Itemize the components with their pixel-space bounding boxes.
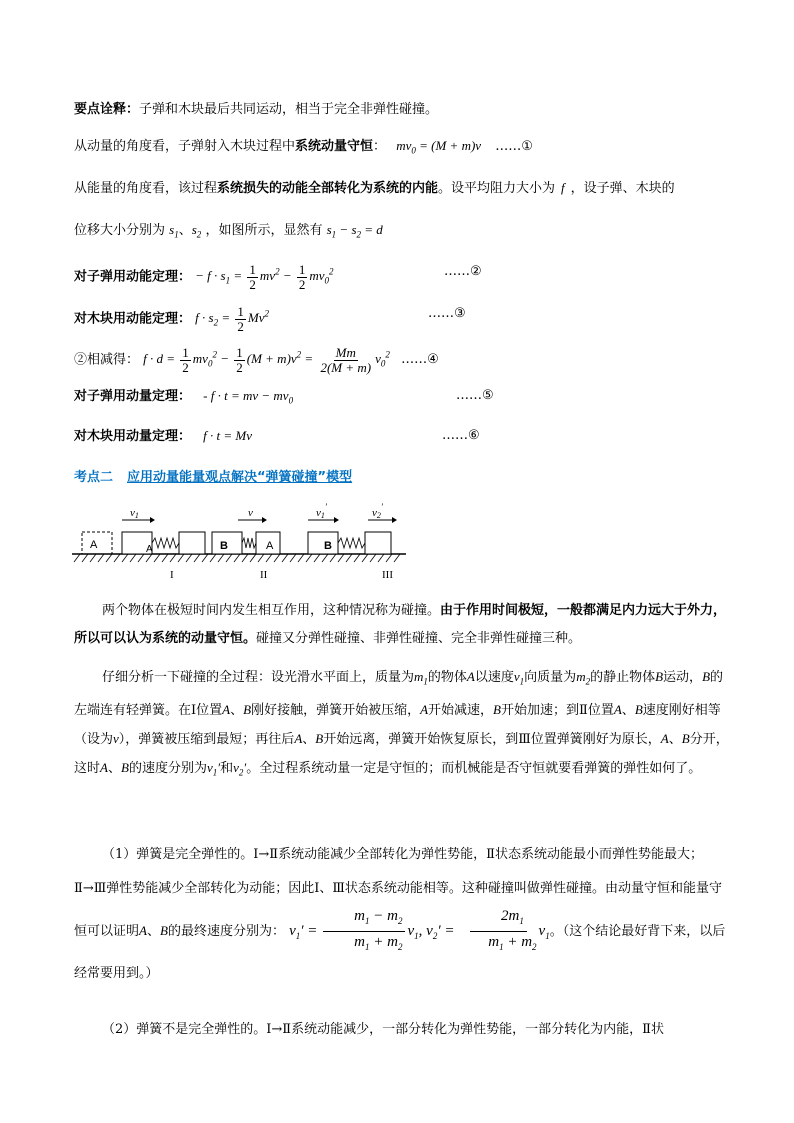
eq2-expr: − $f \cdot s_1$ = $\frac{1}{2}$ $mv^2$ − $\frac{1}{2}$ $mv_0^2$ [195, 261, 334, 292]
paragraph-inelastic: （2）弹簧不是完全弹性的。Ⅰ→Ⅱ系统动能减少，一部分转化为弹性势能，一部分转化为内能，Ⅱ状 [102, 1022, 664, 1037]
elastic-velocity-formula: $v_1'$ = $\frac{m_1 - m_2}{m_1 + m_2}$ $v_1$, $v_2'$ = $\frac{2m_1}{m_1 + m_2}$ $v_1$ [289, 908, 550, 952]
s1-symbol: $s_1$ [169, 222, 179, 240]
intro-line [74, 100, 438, 120]
energy-line2-b: ，如图所示，显然有 [205, 223, 323, 238]
energy-text-d: ，设子弹、木块的 [570, 181, 675, 196]
eq3-line [74, 300, 466, 337]
eq5-tag: ……⑤ [456, 388, 494, 403]
eq4-tag: ……④ [401, 352, 439, 368]
energy-line2-a: 位移大小分别为 [74, 223, 166, 238]
momentum-colon: ： [373, 139, 387, 154]
section-header [74, 466, 352, 485]
svg-text:A: A [266, 540, 274, 552]
paragraph-process: 仔细分析一下碰撞的全过程：设光滑水平面上，质量为$m_1$的物体A以速度$v_1$向质量为$m_2$的静止物体B运动，B的左端连有轻弹簧。在Ⅰ位置A、B刚好接触，弹簧开始被压缩，A开始减速，B开始加速；到Ⅱ位置A、B速度刚好相等（设为v），弹簧被压缩到最短；再往后A、B开始远离，弹簧开始恢复原长，到Ⅲ位置弹簧刚好为原长，A、B分开，这时A、B的速度分别为$v_1'$和$v_2'$。全过程系统动量一定是守恒的；而机械能是否守恒就要看弹簧的弹性如何了。 [74, 669, 729, 778]
energy-text-a: 从能量的角度看，该过程 [74, 181, 218, 196]
energy-text-c: 。设平均阻力大小为 [438, 181, 556, 196]
momentum-emph: 系统动量守恒 [295, 139, 374, 154]
energy-sep: 、 [178, 223, 192, 238]
momentum-text: 从动量的角度看，子弹射入木块过程中 [74, 139, 296, 154]
eq3-label: 对木块用动能定理： [74, 311, 192, 327]
eq5-label: 对子弹用动量定理： [74, 389, 192, 404]
momentum-line [74, 136, 533, 161]
svg-text:v: v [248, 507, 253, 519]
eq4-line [74, 340, 439, 379]
svg-text:B: B [220, 540, 228, 552]
eq4-expr: f · d = $\frac{1}{2}$ $mv_0^2$ − $\frac{1}{2}$ $(M + m)v^2$ = $\frac{Mm}{2(M + m)}$ $v_0^2$ [143, 344, 390, 375]
svg-text:v1: v1 [130, 507, 139, 520]
paragraph-collision-def: 两个物体在极短时间内发生相互作用，这种情况称为碰撞。由于作用时间极短，一般都满足内力远大于外力，所以可以认为系统的动量守恒。碰撞又分弹性碰撞、非弹性碰撞、完全非弹性碰撞三种。 [74, 603, 727, 646]
force-symbol: f [561, 180, 565, 195]
eq5-line [74, 386, 494, 411]
eq4-label: ②相减得： [74, 352, 140, 368]
s2-symbol: $s_2$ [191, 222, 202, 240]
momentum-eq: $mv_0 = (M + m)v$ [396, 138, 482, 156]
svg-text:I: I [170, 569, 174, 581]
svg-text:II: II [260, 569, 268, 581]
energy-line-2 [74, 220, 383, 245]
svg-text:v2′: v2′ [372, 502, 383, 520]
paragraph-elastic: （1）弹簧是完全弹性的。Ⅰ→Ⅱ系统动能减少全部转化为弹性势能，Ⅱ状态系统动能最小而弹性势能最大；Ⅱ→Ⅲ弹性势能减少全部转化为动能；因此Ⅰ、Ⅲ状态系统动能相等。这种碰撞叫做弹性碰撞。由动量守恒和能量守恒可以证明A、B的最终速度分别为： $v_1'$ = $\frac{m_1 - m_2}{m_1 + m_2}$ $v_1$, $v_2'$ = $\frac{2m_1}{m_1 + m_2}$ $v_1$。（这个结论最好背下来，以后经常要用到。） [74, 847, 726, 981]
intro-text: 子弹和木块最后共同运动，相当于完全非弹性碰撞。 [139, 102, 439, 117]
energy-line-1 [74, 178, 675, 199]
eq3-tag: ……③ [428, 306, 466, 321]
eq2-line [74, 258, 482, 295]
eq6-line [74, 426, 480, 447]
svg-text:A: A [90, 539, 98, 551]
energy-emph: 系统损失的动能全部转化为系统的内能 [217, 181, 439, 196]
collision-figure [70, 502, 410, 582]
eq1-tag: ……① [495, 139, 533, 154]
eq5-expr: - f · t = mv − $mv_0$ [203, 388, 294, 406]
eq6-expr: f · t = Mv [203, 428, 253, 443]
section-title: 应用动量能量观点解决“弹簧碰撞”模型 [127, 470, 353, 485]
section-number: 考点二 [74, 470, 114, 485]
eq3-expr: $f \cdot s_2$ = $\frac{1}{2}$ Mv$^2$ [195, 303, 269, 334]
svg-text:v1′: v1′ [316, 502, 327, 520]
eq2-label: 对子弹用动能定理： [74, 269, 192, 285]
eq6-tag: ……⑥ [442, 428, 480, 443]
s-diff-eq: $s_1 - s_2 = d$ [326, 222, 383, 240]
svg-text:III: III [382, 569, 393, 581]
eq6-label: 对木块用动量定理： [74, 429, 192, 444]
svg-text:A: A [146, 544, 153, 555]
svg-text:B: B [324, 540, 332, 552]
eq2-tag: ……② [444, 264, 482, 279]
intro-label: 要点诠释： [74, 102, 140, 117]
